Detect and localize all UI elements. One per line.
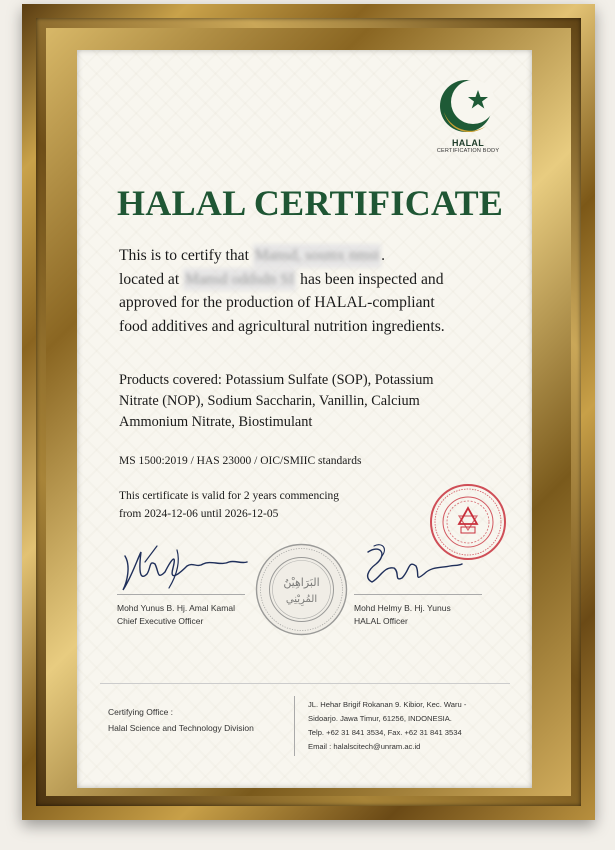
located-suffix: has been [300,270,355,288]
signatory-right-role: HALAL Officer [354,616,408,626]
logo-title: HALAL [452,138,484,148]
office-address [308,698,508,754]
signatory-left [117,602,235,628]
validity-text [119,487,399,523]
address-line-2: Sidoarjo. Jawa Timur, 61256, INDONESIA. [308,714,452,723]
footer-vertical-divider [294,696,295,756]
signatory-right [354,602,451,628]
certificate-title: HALAL CERTIFICATE [117,183,504,223]
body-rest: inspected and approved for the production of HALAL-compliant food additives and agricultural nutrition ingredients. [119,270,445,335]
redacted-address: Mansd oddsdn SI [183,268,296,292]
products-covered: Products covered: Potassium Sulfate (SOP), Potassium Nitrate (NOP), Sodium Saccharin, Vanillin, Calcium Ammonium Nitrate, Biostimulant [119,372,434,430]
signature-line-left [117,594,245,595]
located-prefix: located at [119,270,180,288]
embossed-seal-icon [254,542,349,637]
intro-suffix: . [381,247,386,264]
contact-email: Email : halalscitech@unram.ac.id [308,742,421,751]
certifying-office [108,704,254,736]
signatory-right-name: Mohd Helmy B. Hj. Yunus [354,603,451,613]
signature-line-right [354,594,482,595]
intro-prefix: This is to certify that [119,247,249,264]
footer-divider [100,683,510,684]
redacted-company-name: Mansd, sosmx nmst [253,244,381,268]
seal-arabic-line-1: البَرَاهِيْنُ [283,576,320,589]
certificate-body [119,244,459,338]
signatory-left-role: Chief Executive Officer [117,616,204,626]
signatory-left-name: Mohd Yunus B. Hj. Amal Kamal [117,603,235,613]
validity-line-1: This certificate is valid for 2 years commencing [119,490,340,502]
ceo-signature-icon [117,538,252,598]
contact-phone-fax: Telp. +62 31 841 3534, Fax. +62 31 841 3534 [308,728,462,737]
office-name: Halal Science and Technology Division [108,723,254,733]
office-label: Certifying Office : [108,707,174,717]
logo-subtitle: CERTIFICATION BODY [436,148,500,154]
crescent-star-logo-icon [436,72,500,140]
seal-arabic-line-2: المُرِيْنِي [285,594,318,605]
officer-signature-icon [354,538,464,598]
standards-line: MS 1500:2019 / HAS 23000 / OIC/SMIIC standards [119,455,362,467]
address-line-1: JL. Hehar Brigif Rokanan 9. Kibior, Kec. Waru - [308,700,467,709]
validity-line-2: from 2024-12-06 until 2026-12-05 [119,508,279,520]
